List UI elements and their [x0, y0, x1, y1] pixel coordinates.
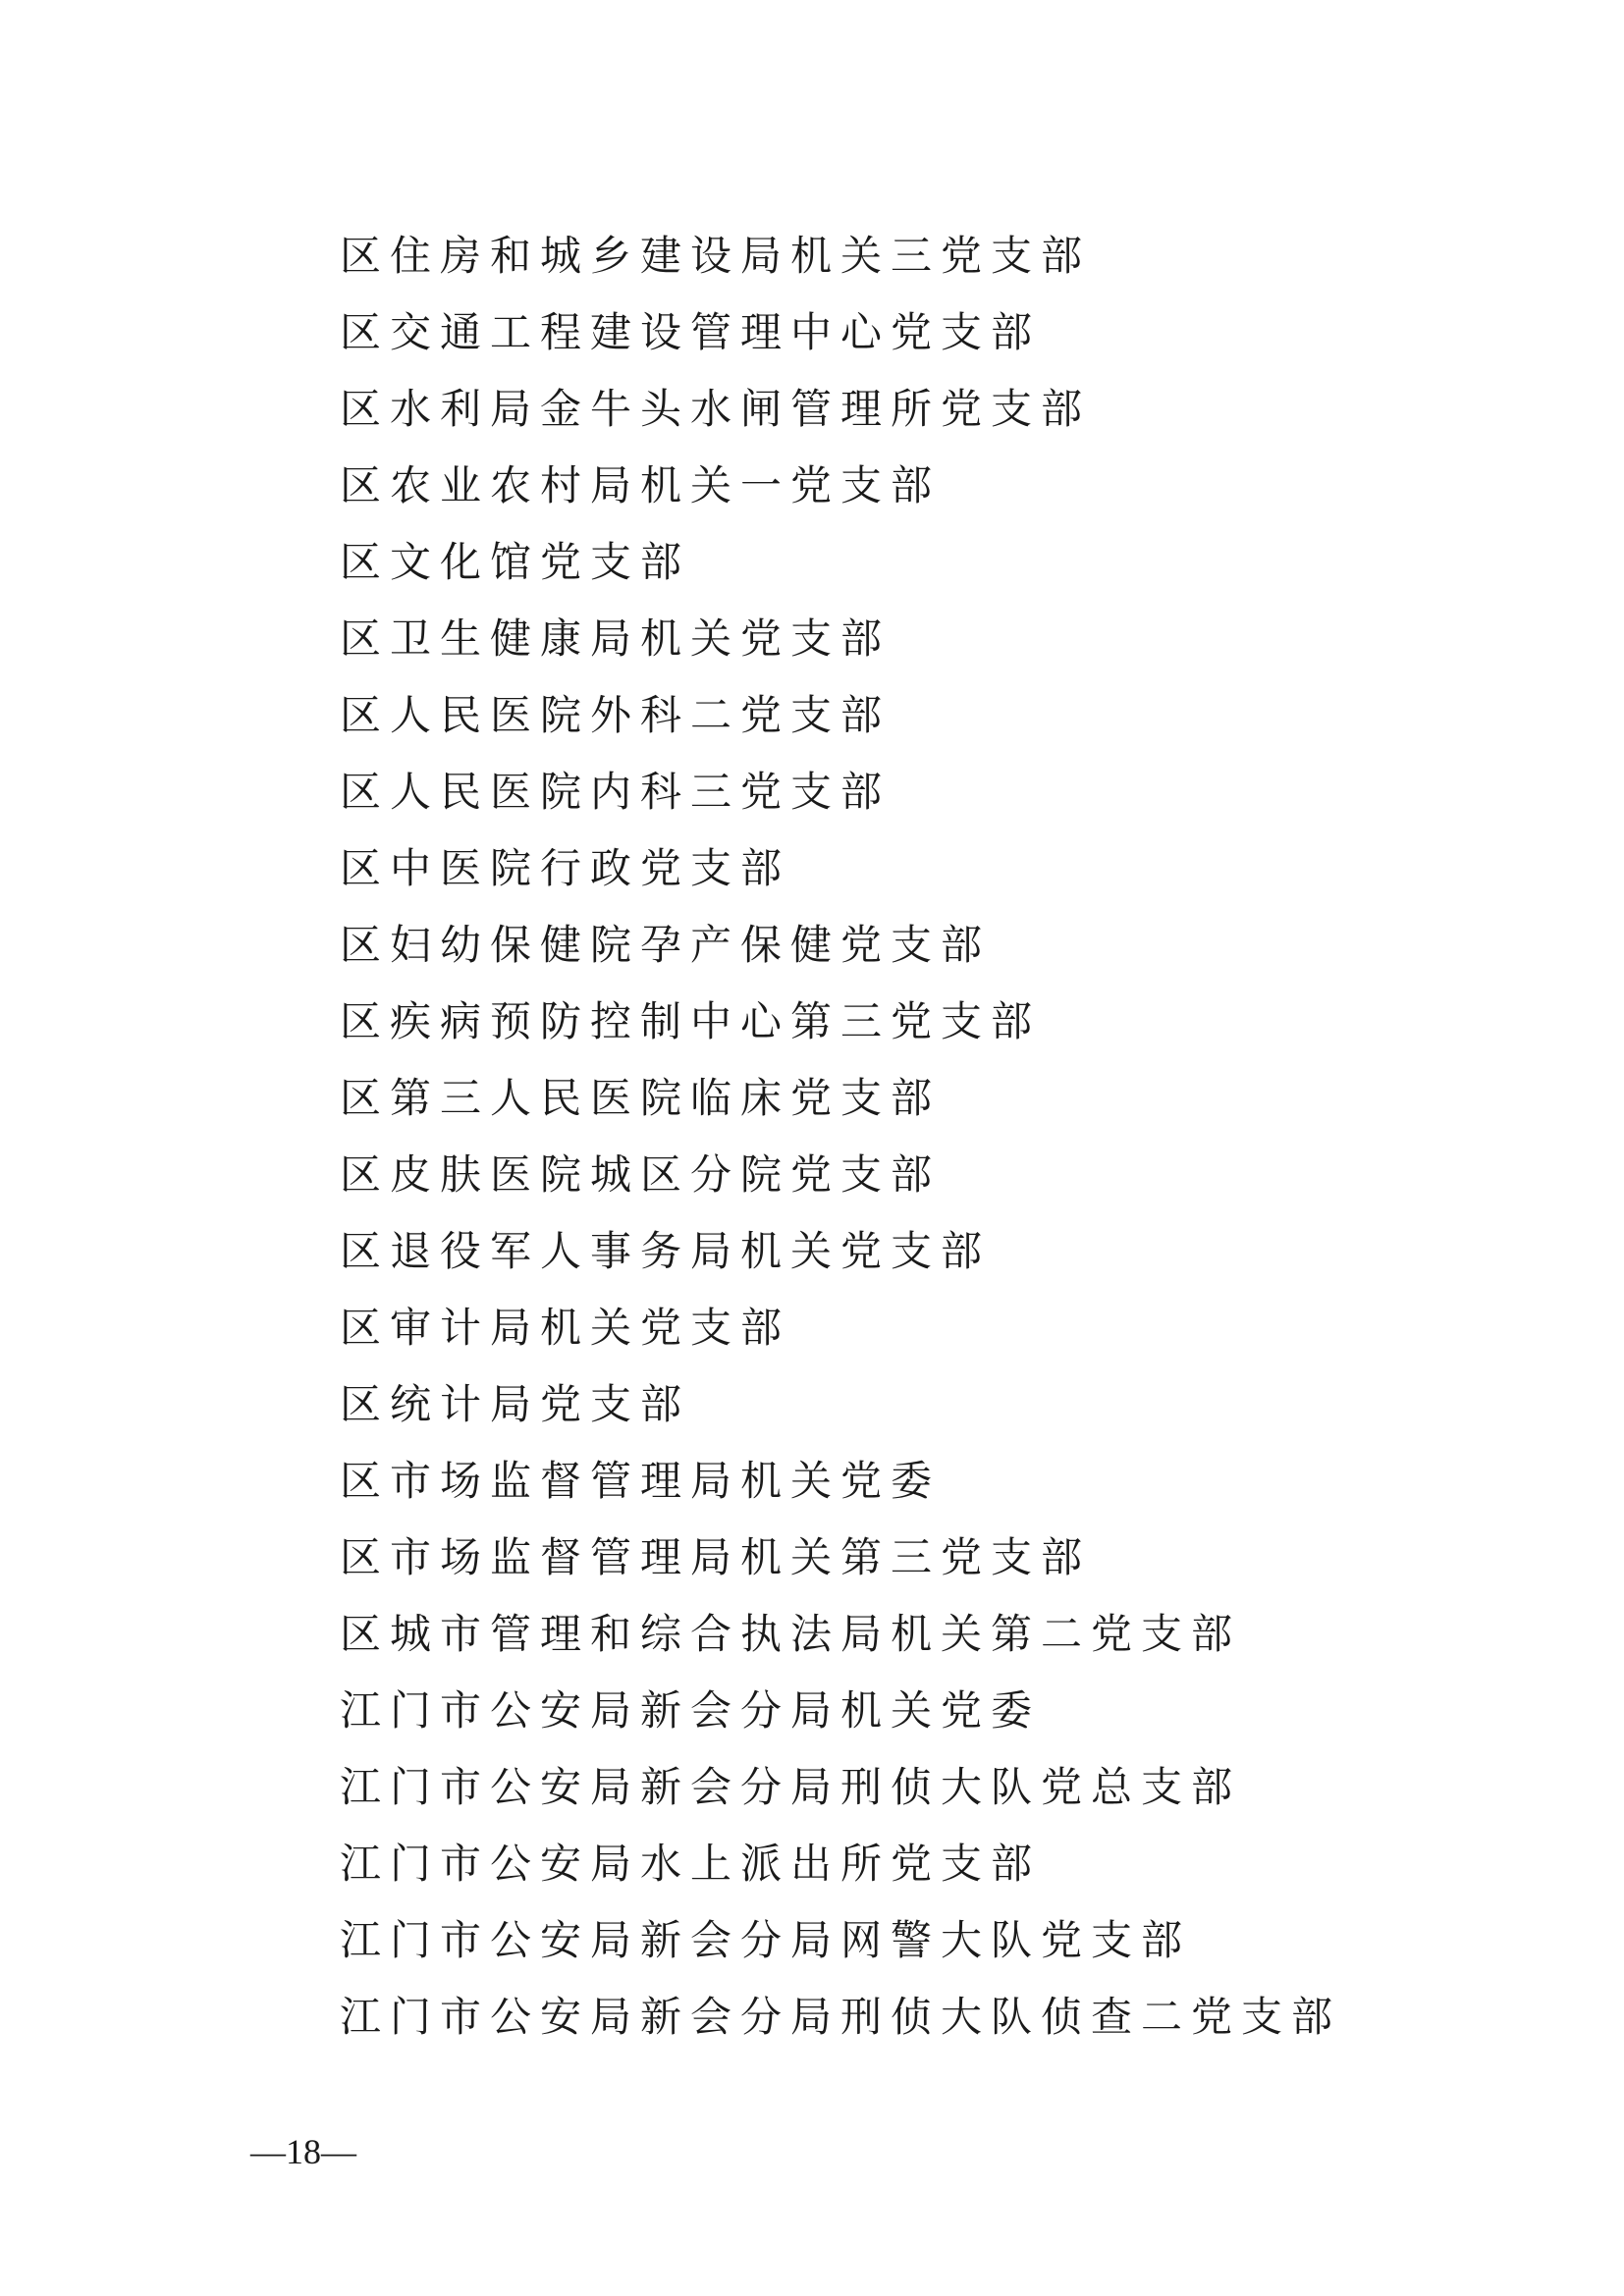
- list-item: 区市场监督管理局机关党委: [340, 1457, 942, 1505]
- list-item: 区皮肤医院城区分院党支部: [340, 1150, 942, 1199]
- list-item: 江门市公安局新会分局刑侦大队党总支部: [340, 1763, 1242, 1811]
- list-item: 区退役军人事务局机关党支部: [340, 1227, 992, 1275]
- list-item: 区文化馆党支部: [340, 538, 691, 586]
- list-item: 区卫生健康局机关党支部: [340, 614, 892, 663]
- list-item: 区农业农村局机关一党支部: [340, 461, 942, 509]
- organization-list: [340, 218, 1341, 2056]
- list-item: 区统计局党支部: [340, 1380, 691, 1428]
- list-item: 区审计局机关党支部: [340, 1304, 791, 1352]
- page-number: —18—: [250, 2132, 356, 2171]
- list-item: 区人民医院内科三党支部: [340, 768, 892, 816]
- list-item: 区交通工程建设管理中心党支部: [340, 308, 1042, 356]
- list-item: 区市场监督管理局机关第三党支部: [340, 1533, 1092, 1581]
- list-item: 区人民医院外科二党支部: [340, 691, 892, 739]
- list-item: 区妇幼保健院孕产保健党支部: [340, 921, 992, 969]
- list-item: 江门市公安局新会分局机关党委: [340, 1686, 1042, 1735]
- list-item: 区住房和城乡建设局机关三党支部: [340, 232, 1092, 280]
- list-item: 区水利局金牛头水闸管理所党支部: [340, 385, 1092, 433]
- list-item: 区城市管理和综合执法局机关第二党支部: [340, 1610, 1242, 1658]
- list-item: 江门市公安局水上派出所党支部: [340, 1840, 1042, 1888]
- list-item: 江门市公安局新会分局刑侦大队侦查二党支部: [340, 1993, 1342, 2041]
- list-item: 区第三人民医院临床党支部: [340, 1074, 942, 1122]
- list-item: 区中医院行政党支部: [340, 844, 791, 892]
- list-item: 江门市公安局新会分局网警大队党支部: [340, 1916, 1192, 1964]
- list-item: 区疾病预防控制中心第三党支部: [340, 997, 1042, 1045]
